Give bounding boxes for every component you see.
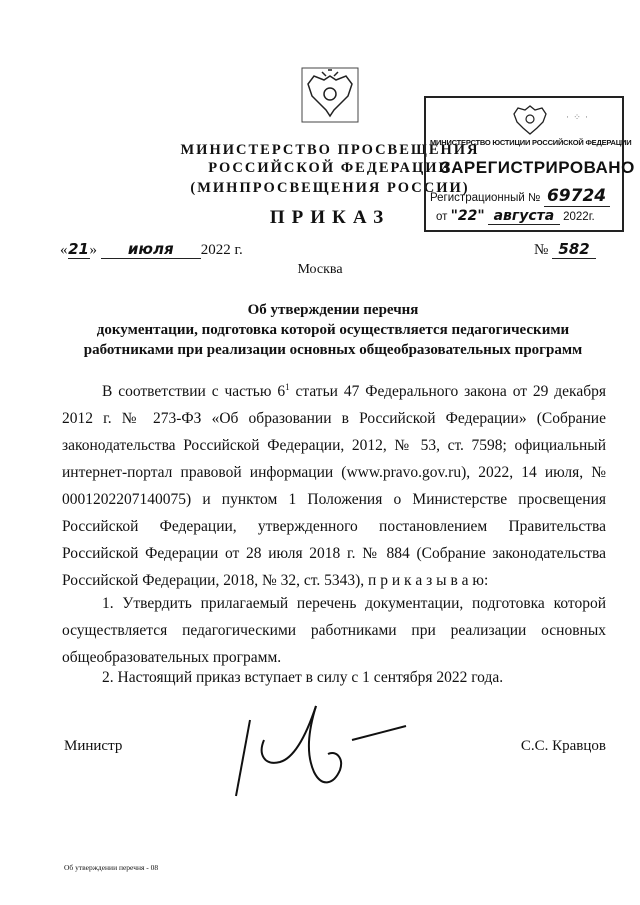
stamp-reg-label: Регистрационный № [430, 192, 541, 204]
stamp-date-year: 2022г. [563, 211, 595, 223]
clause-1: 1. Утвердить прилагаемый перечень документации, подготовка которой осуществляется педагогическими работниками при реализации основных общеобразовательных программ. [62, 595, 606, 666]
ministry-name-line2: РОССИЙСКОЙ ФЕДЕРАЦИИ [208, 160, 452, 176]
stamp-speckle: · ⁘ · [566, 112, 590, 122]
order-date-year: 2022 г. [200, 242, 243, 258]
stamp-reg-date [436, 208, 595, 225]
stamp-authority: МИНИСТЕРСТВО ЮСТИЦИИ РОССИЙСКОЙ ФЕДЕРАЦИИ [430, 138, 632, 147]
preamble-part-a: В соответствии с частью 6 [102, 383, 286, 401]
order-number-label: № [534, 242, 549, 258]
city: Москва [297, 262, 343, 277]
preamble-superscript: 1 [285, 382, 290, 392]
order-date-month: июля [101, 240, 201, 259]
order-title-line1: Об утверждении перечня [247, 302, 419, 318]
handwritten-signature [228, 692, 408, 802]
preamble-paragraph [62, 374, 606, 594]
order-number [534, 240, 596, 259]
stamp-reg-number [430, 186, 610, 207]
signatory-role: Министр [64, 738, 123, 754]
order-title-line3: работниками при реализации основных общеобразовательных программ [83, 342, 583, 358]
order-verb: п р и к а з ы в а ю: [368, 572, 489, 590]
registration-stamp [424, 96, 635, 232]
date-close-quote: » [89, 242, 97, 258]
order-title-line2: документации, подготовка которой осуществляется педагогическими [96, 322, 570, 338]
order-title [60, 300, 606, 360]
order-date-day: 21 [68, 240, 89, 258]
footer-note: Об утверждении перечня - 08 [64, 863, 159, 872]
date-open-quote: « [60, 242, 68, 258]
document-type: ПРИКАЗ [269, 207, 391, 228]
stamp-date-month: августа [488, 208, 560, 225]
preamble-part-b: статьи 47 Федерального закона от 29 декабря 2012 г. № 273-ФЗ «Об образовании в Российской Федерации» (Собрание законодательства Российской Федерации, 2012, № 53, ст. 7598; официальный интернет-портал правовой информации (www.pravo.gov.ru), 2022, 14 июля, № 0001202207140075) и пунктом 1 Положения о Министерстве просвещения Российской Федерации, утвержденного постановлением Правительства Российской Федерации от 28 июля 2018 г. № 884 (Собрание законодательства Российской Федерации, 2018, № 32, ст. 5343), [62, 383, 606, 590]
ministry-name-line1: МИНИСТЕРСТВО ПРОСВЕЩЕНИЯ [180, 142, 480, 158]
coat-of-arms-icon [300, 66, 360, 124]
stamp-date-day: "22" [450, 208, 485, 224]
stamp-emblem-icon [510, 102, 550, 136]
order-date [60, 240, 243, 259]
ministry-abbrev: (МИНПРОСВЕЩЕНИЯ РОССИИ) [190, 180, 470, 196]
stamp-status: ЗАРЕГИСТРИРОВАНО [440, 158, 635, 177]
clause-2: 2. Настоящий приказ вступает в силу с 1 сентября 2022 года. [102, 669, 504, 686]
stamp-reg-value: 69724 [544, 186, 610, 207]
stamp-date-prefix: от [436, 211, 448, 223]
order-number-value: 582 [552, 240, 596, 259]
signatory-name: С.С. Кравцов [520, 738, 606, 754]
